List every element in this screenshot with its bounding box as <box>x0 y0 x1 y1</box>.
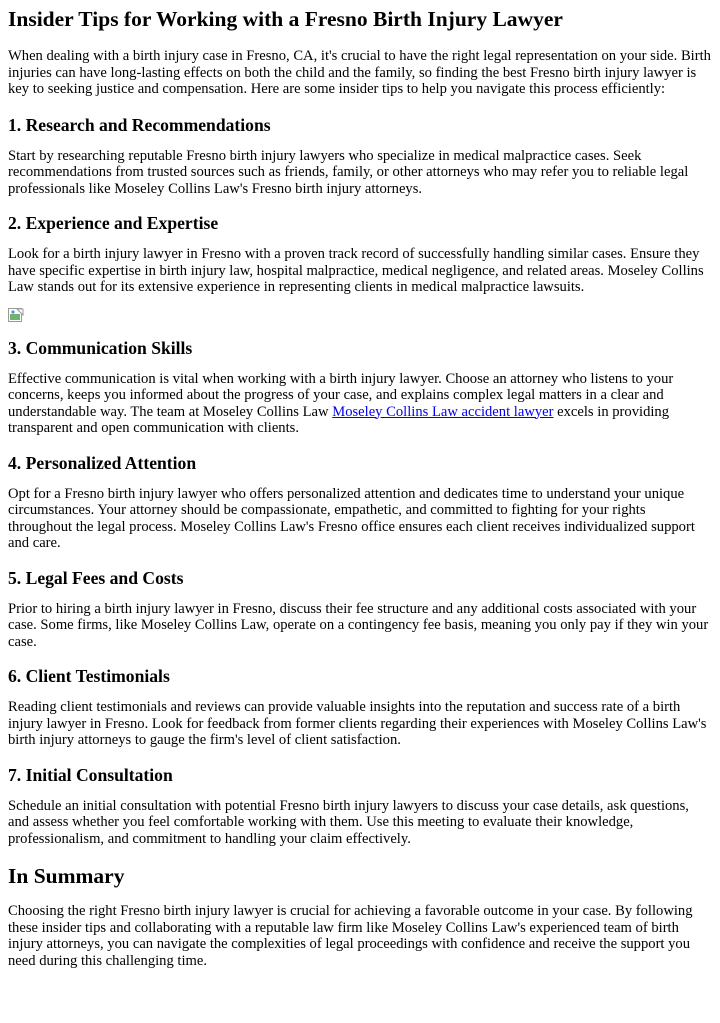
intro-paragraph: When dealing with a birth injury case in Fresno, CA, it's crucial to have the right legal representation on your side. Birth injuries can have long-lasting effects on both the child and the family, so finding the best Fresno birth injury lawyer is key to seeking justice and compensation. Here are some insider tips to help you navigate this process efficiently: <box>8 48 711 97</box>
page-title: Insider Tips for Working with a Fresno Birth Injury Lawyer <box>8 7 563 31</box>
article <box>0 6 720 969</box>
section-heading-fees: 5. Legal Fees and Costs <box>8 567 184 588</box>
summary-body: Choosing the right Fresno birth injury lawyer is crucial for achieving a favorable outcome in your case. By following these insider tips and collaborating with a reputable law firm like Moseley Collins Law's experienced team of birth injury attorneys, you can navigate the complexities of legal proceedings with confidence and receive the support you need during this challenging time. <box>8 903 693 969</box>
section-body-research: Start by researching reputable Fresno birth injury lawyers who specialize in medical malpractice cases. Seek recommendations from trusted sources such as friends, family, or other attorneys who may refer you to reliable legal professionals like Moseley Collins Law's Fresno birth injury attorneys. <box>8 147 689 197</box>
section-heading-personalized: 4. Personalized Attention <box>8 452 197 473</box>
section-body-consultation: Schedule an initial consultation with potential Fresno birth injury lawyers to discuss your case details, ask questions, and assess whether you feel comfortable working with them. Use this meeting to evaluate their knowledge, professionalism, and commitment to handling your claim effectively. <box>8 797 689 847</box>
section-heading-testimonials: 6. Client Testimonials <box>8 666 170 686</box>
section-body-communication <box>8 371 712 437</box>
section-body-experience: Look for a birth injury lawyer in Fresno with a proven track record of successfully handling similar cases. Ensure they have specific expertise in birth injury law, hospital malpractice, medical negligence, and related areas. Moseley Collins Law stands out for its extensive experience in representing clients in medical malpractice lawsuits. <box>8 246 704 295</box>
section-body-personalized: Opt for a Fresno birth injury lawyer who offers personalized attention and dedicates time to understand your unique circumstances. Your attorney should be compassionate, empathetic, and committed to fighting for your rights throughout the legal process. Moseley Collins Law's Fresno office ensures each client receives individualized support and care. <box>8 485 695 551</box>
section-body-testimonials: Reading client testimonials and reviews can provide valuable insights into the reputation and success rate of a birth injury lawyer in Fresno. Look for feedback from former clients regarding their experiences with Moseley Collins Law's birth injury attorneys to gauge the firm's level of client satisfaction. <box>8 699 707 748</box>
section-heading-experience: 2. Experience and Expertise <box>8 213 219 233</box>
section-heading-consultation: 7. Initial Consultation <box>8 764 173 785</box>
accident-lawyer-link[interactable]: Moseley Collins Law accident lawyer <box>332 403 554 420</box>
broken-image-icon <box>8 308 24 324</box>
section-body-communication-part2: excels in providing transparent and open communication with clients. <box>8 403 670 436</box>
section-heading-research: 1. Research and Recommendations <box>8 114 271 135</box>
summary-heading: In Summary <box>8 864 125 888</box>
section-heading-communication: 3. Communication Skills <box>8 337 193 358</box>
section-body-communication-part1: Effective communication is vital when working with a birth injury lawyer. Choose an attorney who listens to your concerns, keeps you informed about the progress of your case, and explains complex legal matters in a clear and understandable way. The team at Moseley Collins Law <box>8 370 674 420</box>
section-body-fees: Prior to hiring a birth injury lawyer in Fresno, discuss their fee structure and any additional costs associated with your case. Some firms, like Moseley Collins Law, operate on a contingency fee basis, meaning you only pay if they win your case. <box>8 600 709 650</box>
